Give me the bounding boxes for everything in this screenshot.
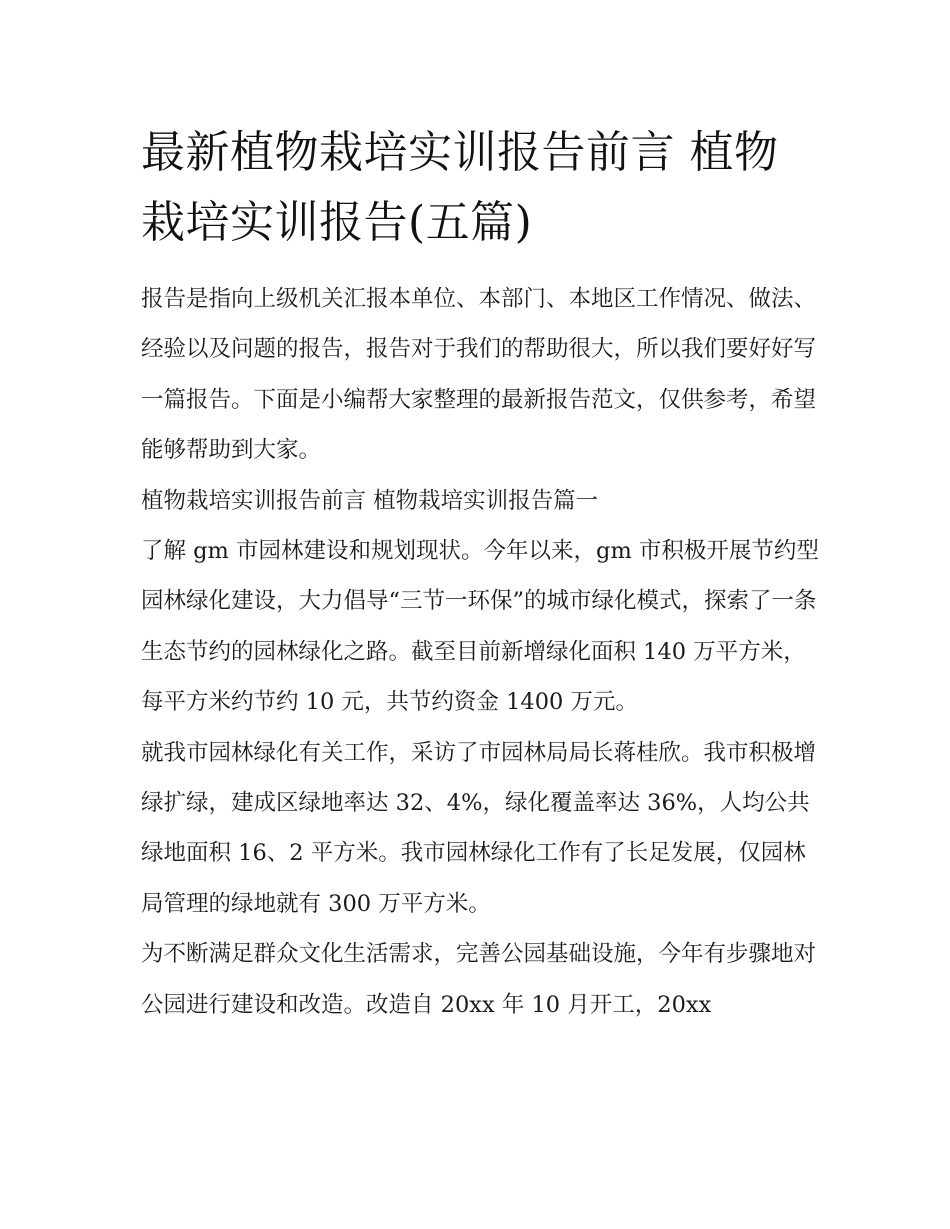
paragraph-interview: 就我市园林绿化有关工作，采访了市园林局局长蒋桂欣。我市积极增绿扩绿，建成区绿地率达 32、4%，绿化覆盖率达 36%，人均公共绿地面积 16、2 平方米。我市园林绿化工作有了长足发展，仅园林局管理的绿地就有 300 万平方米。 [141, 739, 817, 917]
paragraph-intro: 报告是指向上级机关汇报本单位、本部门、本地区工作情况、做法、经验以及问题的报告，报告对于我们的帮助很大，所以我们要好好写一篇报告。下面是小编帮大家整理的最新报告范文，仅供参考，希望能够帮助到大家。 [141, 286, 817, 464]
document-title: 最新植物栽培实训报告前言 植物栽培实训报告(五篇) [141, 127, 779, 248]
document-page [141, 118, 821, 1030]
paragraph-park-renovation: 为不断满足群众文化生活需求，完善公园基础设施，今年有步骤地对公园进行建设和改造。改造自 20xx 年 10 月开工，20xx [141, 941, 817, 1018]
document-body [141, 274, 821, 1030]
section-heading: 植物栽培实训报告前言 植物栽培实训报告篇一 [141, 487, 599, 514]
paragraph-status: 了解 gm 市园林建设和规划现状。今年以来，gm 市积极开展节约型园林绿化建设，大力倡导“三节一环保”的城市绿化模式，探索了一条生态节约的园林绿化之路。截至目前新增绿化面积 140 万平方米，每平方米约节约 10 元，共节约资金 1400 万元。 [141, 538, 819, 716]
